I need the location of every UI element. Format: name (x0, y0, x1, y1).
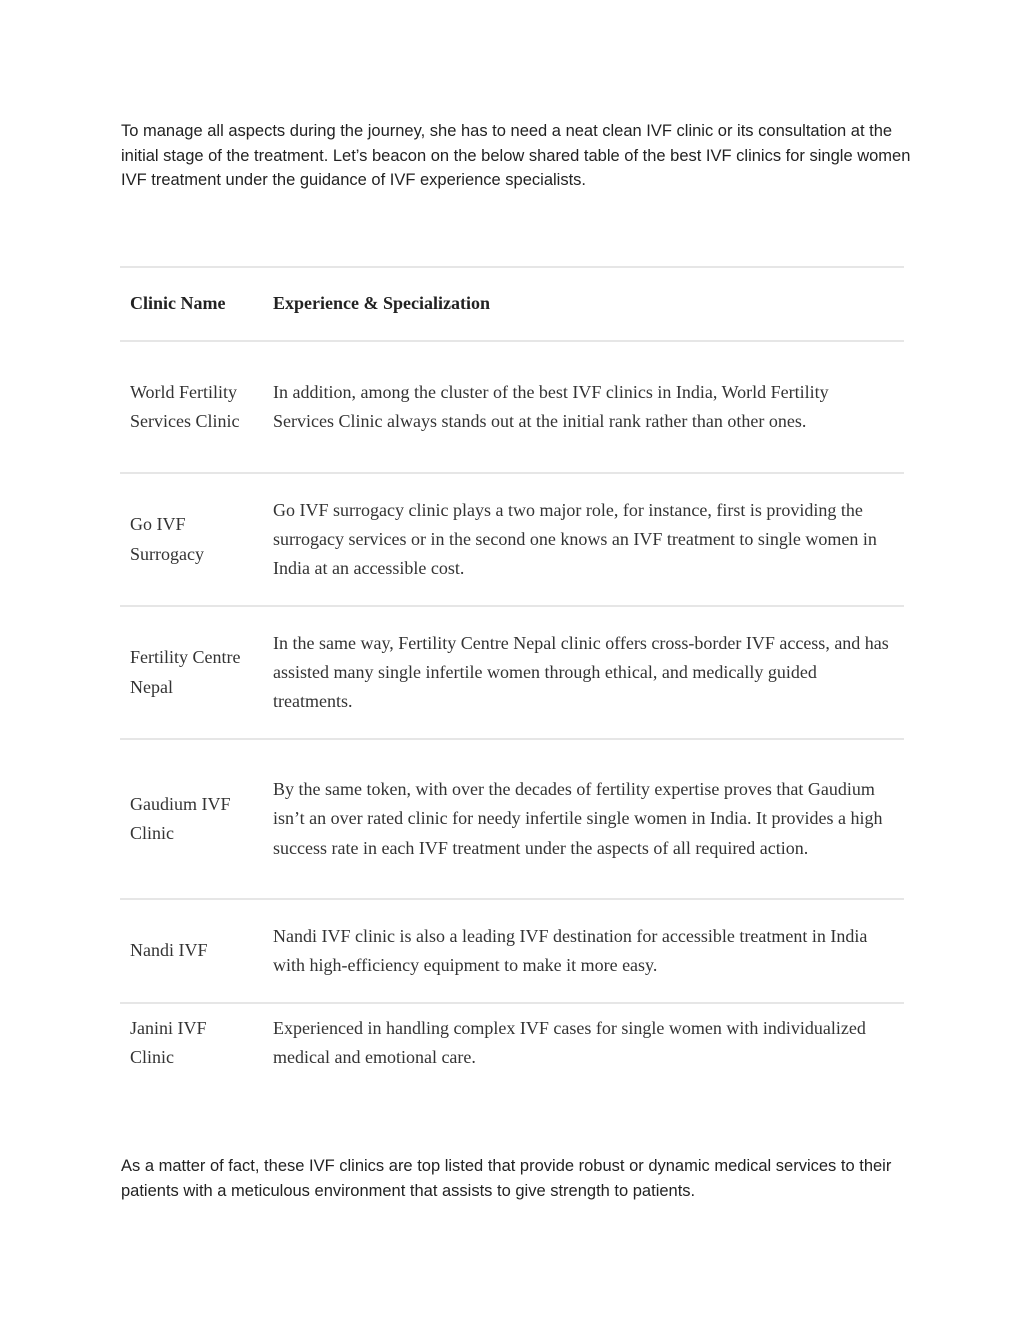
clinic-name: Gaudium IVF Clinic (120, 739, 263, 899)
table-header (120, 267, 904, 341)
clinic-desc: In addition, among the cluster of the best IVF clinics in India, World Fertility Services Clinic always stands out at the initial rank rather than other ones. (263, 341, 904, 473)
clinic-name: Janini IVF Clinic (120, 1003, 263, 1093)
clinic-name: World Fertility Services Clinic (120, 341, 263, 473)
header-clinic-name: Clinic Name (120, 267, 263, 341)
table-row (120, 473, 904, 606)
intro-paragraph: To manage all aspects during the journey, she has to need a neat clean IVF clinic or its consultation at the initial stage of the treatment. Let’s beacon on the below shared table of the best IVF clinics for single women IVF treatment under the guidance of IVF experience specialists. (121, 122, 911, 189)
outro-paragraph: As a matter of fact, these IVF clinics are top listed that provide robust or dynamic medical services to their patients with a meticulous environment that assists to give strength to patients. (121, 1157, 892, 1200)
clinic-name: Go IVF Surrogacy (120, 473, 263, 606)
table-row (120, 341, 904, 473)
clinics-table (120, 266, 904, 1093)
clinic-desc: Nandi IVF clinic is also a leading IVF destination for accessible treatment in India with high-efficiency equipment to make it more easy. (263, 899, 904, 1003)
clinic-desc: Experienced in handling complex IVF cases for single women with individualized medical and emotional care. (263, 1003, 904, 1093)
table-row (120, 1003, 904, 1093)
clinic-desc: Go IVF surrogacy clinic plays a two major role, for instance, first is providing the surrogacy services or in the second one knows an IVF treatment to single women in India at an accessible cost. (263, 473, 904, 606)
clinic-desc: By the same token, with over the decades of fertility expertise proves that Gaudium isn’t an over rated clinic for needy infertile single women in India. It provides a high success rate in each IVF treatment under the aspects of all required action. (263, 739, 904, 899)
clinic-name: Nandi IVF (120, 899, 263, 1003)
header-experience: Experience & Specialization (263, 267, 904, 341)
clinic-desc: In the same way, Fertility Centre Nepal clinic offers cross-border IVF access, and has assisted many single infertile women through ethical, and medically guided treatments. (263, 606, 904, 739)
clinic-name: Fertility Centre Nepal (120, 606, 263, 739)
table-row (120, 899, 904, 1003)
table-row (120, 739, 904, 899)
table-row (120, 606, 904, 739)
